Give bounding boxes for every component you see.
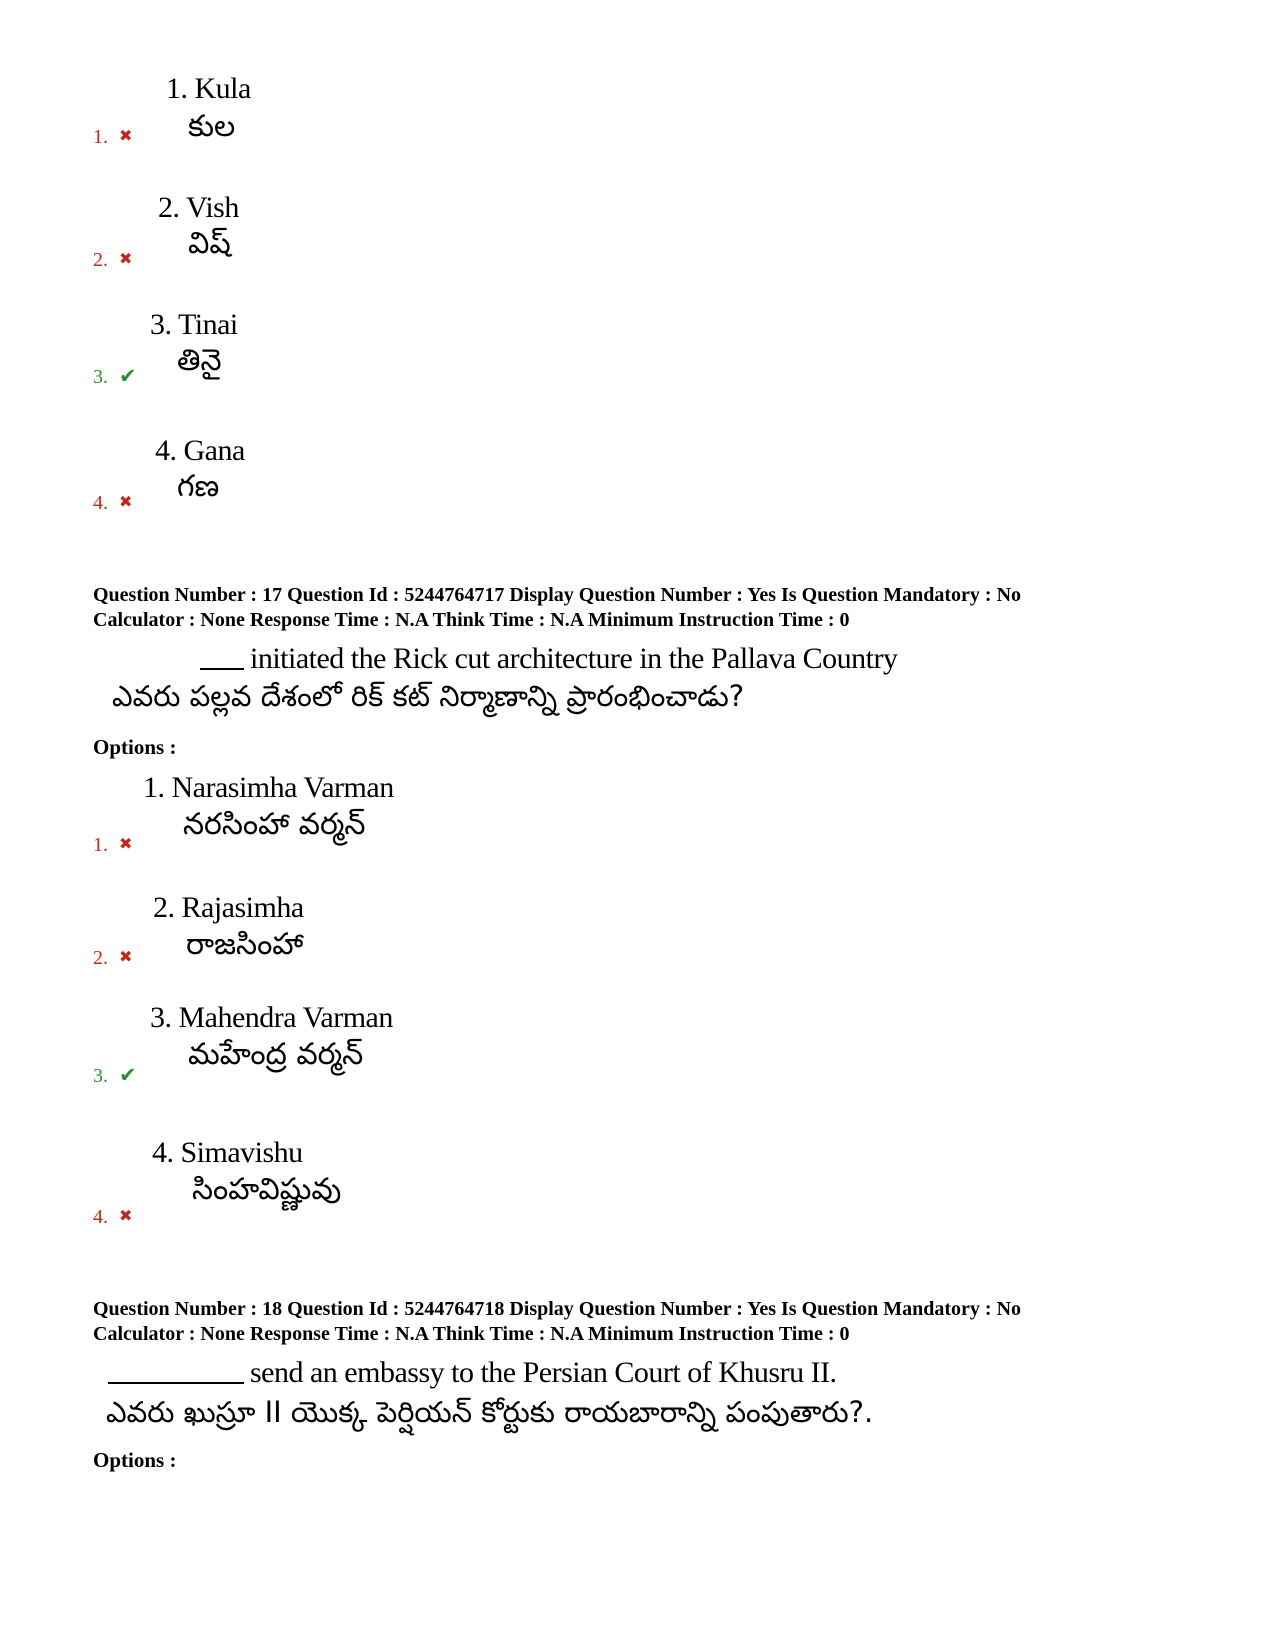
cross-icon: ✖ [119, 494, 133, 511]
question-telugu-text: ఎవరు పల్లవ దేశంలో రిక్ కట్ నిర్మాణాన్ని ప్రారంభించాడు? [112, 679, 745, 713]
option-marker [93, 1064, 137, 1087]
option-number: 2. [93, 947, 108, 969]
option-number: 3. [93, 1065, 108, 1087]
option-telugu-text: మహేంద్ర వర్మన్ [188, 1037, 364, 1072]
check-icon: ✔ [119, 364, 137, 388]
cross-icon: ✖ [119, 949, 133, 966]
option-english-text: 1. Narasimha Varman [143, 771, 394, 804]
option-telugu-text: సింహవిష్ణువు [192, 1172, 342, 1207]
option-number: 1. [93, 834, 108, 856]
option-marker [93, 249, 132, 271]
question-english-body: send an embassy to the Persian Court of Khusru II. [250, 1356, 837, 1389]
option-english-text: 2. Vish [158, 191, 239, 224]
option-english-text: 1. Kula [166, 72, 251, 105]
cross-icon: ✖ [119, 251, 133, 268]
question-meta-line-2: Calculator : None Response Time : N.A Think Time : N.A Minimum Instruction Time : 0 [93, 1323, 850, 1345]
option-telugu-text: గణ [177, 469, 220, 504]
option-english-text: 2. Rajasimha [153, 891, 304, 924]
cross-icon: ✖ [119, 836, 133, 853]
option-telugu-text: రాజసింహా [186, 927, 304, 962]
option-telugu-text: తినై [177, 343, 222, 378]
option-number: 2. [93, 249, 108, 271]
option-marker [93, 947, 132, 969]
option-number: 4. [93, 1206, 108, 1228]
option-marker [93, 492, 132, 514]
option-english-text: 4. Simavishu [152, 1136, 303, 1169]
question-english-body: initiated the Rick cut architecture in the Pallava Country [250, 642, 898, 675]
option-marker [93, 365, 137, 388]
option-telugu-text: కుల [188, 109, 236, 144]
cross-icon: ✖ [119, 128, 133, 145]
option-number: 3. [93, 366, 108, 388]
option-english-text: 4. Gana [155, 434, 245, 467]
question-meta-line-1: Question Number : 17 Question Id : 5244764717 Display Question Number : Yes Is Question Mandatory : No [93, 584, 1022, 606]
option-telugu-text: నరసింహా వర్మన్ [183, 807, 366, 842]
option-number: 4. [93, 492, 108, 514]
option-marker [93, 834, 132, 856]
question-english-text [200, 642, 897, 676]
question-english-text [108, 1356, 837, 1390]
options-label: Options : [93, 1448, 177, 1472]
question-telugu-text: ఎవరు ఖుస్రూ II యొక్క పెర్షియన్ కోర్టుకు రాయబారాన్ని పంపుతారు?. [106, 1395, 874, 1429]
answer-blank [200, 642, 244, 670]
option-english-text: 3. Mahendra Varman [150, 1001, 393, 1034]
question-meta-line-2: Calculator : None Response Time : N.A Think Time : N.A Minimum Instruction Time : 0 [93, 609, 850, 631]
option-number: 1. [93, 126, 108, 148]
cross-icon: ✖ [119, 1208, 133, 1225]
question-meta-line-1: Question Number : 18 Question Id : 5244764718 Display Question Number : Yes Is Question Mandatory : No [93, 1298, 1022, 1320]
option-marker [93, 1206, 132, 1228]
option-telugu-text: విష్ [188, 226, 231, 261]
answer-blank [108, 1356, 244, 1384]
option-english-text: 3. Tinai [150, 308, 238, 341]
option-marker [93, 126, 132, 148]
check-icon: ✔ [119, 1063, 137, 1087]
options-label: Options : [93, 735, 177, 759]
